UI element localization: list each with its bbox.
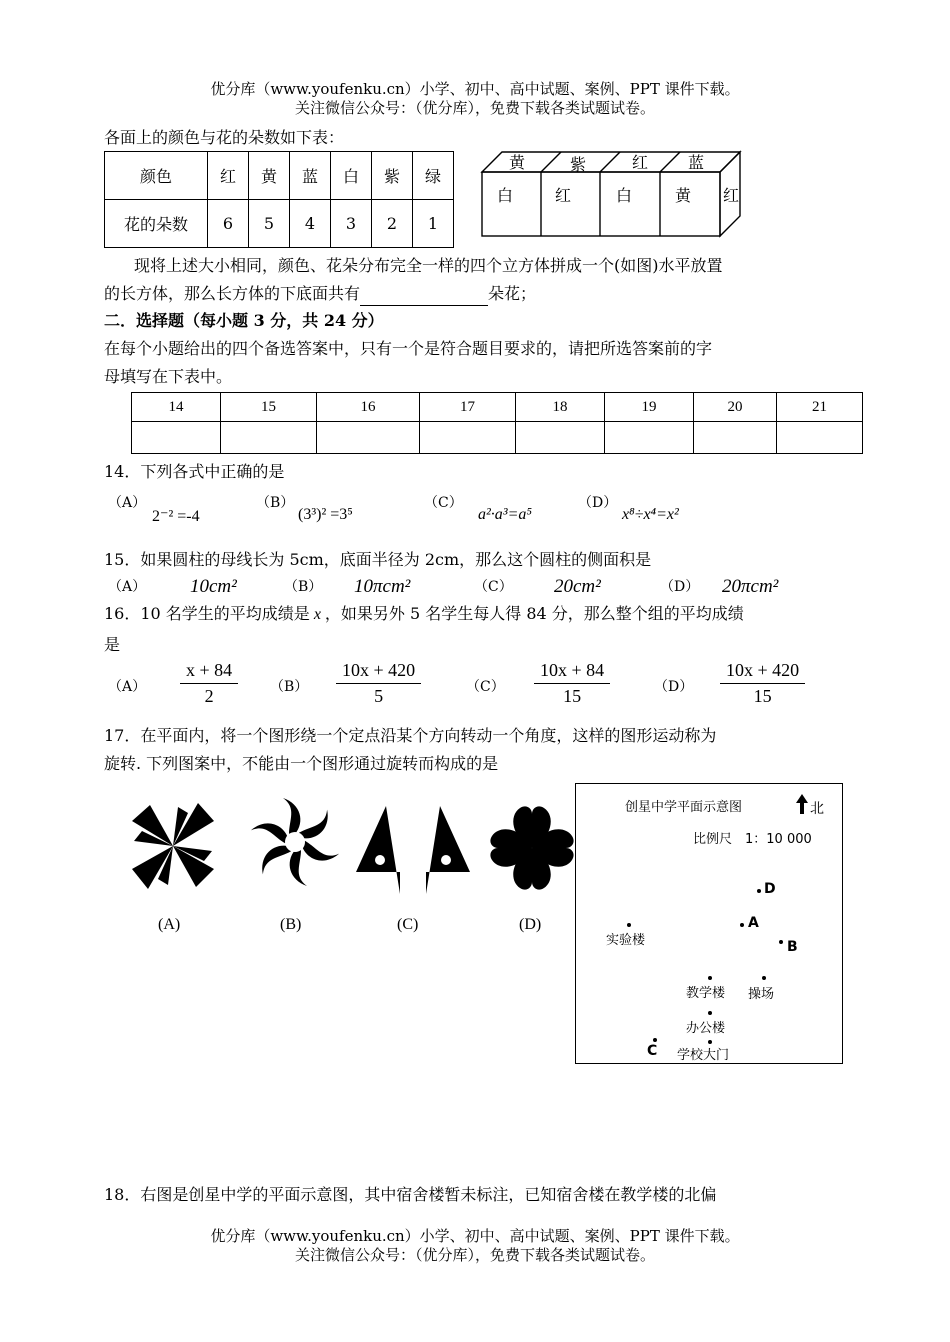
map-dot [740,923,744,927]
q15-option-d-label: （D） [660,579,700,595]
answer-table [131,392,863,454]
count-cell: 6 [208,200,249,248]
q15-option-b-label: （B） [284,579,323,595]
fraction-numerator: x + 84 [180,660,238,684]
section-2-desc-1: 在每个小题给出的四个备选答案中，只有一个是符合题目要求的，请把所选答案前的字 [104,339,713,358]
map-point-b: B [787,939,798,955]
count-cell: 4 [290,200,331,248]
answer-col-header: 14 [132,393,221,422]
answer-cell[interactable] [516,422,605,454]
count-cell: 3 [331,200,372,248]
q13-text-2b: 朵花； [488,284,537,303]
swirl-figure [250,796,340,888]
map-dot [708,1011,712,1015]
cube-front-label: 红 [555,186,572,205]
cube-front-label: 黄 [675,186,692,205]
q16-option-b-fraction [336,660,421,707]
fraction-denominator: 2 [204,686,214,706]
answer-cell[interactable] [317,422,420,454]
section-2-desc-2: 母填写在下表中。 [104,367,233,386]
color-cell: 紫 [372,152,413,200]
q14-option-d-label: （D） [578,495,618,511]
fraction-denominator: 15 [753,686,772,706]
q16-stem-c: 是 [104,635,121,654]
figure-label-d: (D) [519,916,542,933]
cube-front-label: 白 [616,186,633,205]
table-intro: 各面上的颜色与花的朵数如下表： [104,128,345,147]
row-label-color: 颜色 [105,152,208,200]
q16-stem-b: ，如果另外 5 名学生每人得 84 分，那么整个组的平均成绩 [324,604,744,623]
count-cell: 5 [249,200,290,248]
cube-top-label: 紫 [570,155,587,174]
q14-option-d-expr: x⁸÷x⁴=x² [622,506,679,523]
figure-label-c: (C) [397,916,419,933]
section-2-title: 二．选择题（每小题 3 分，共 24 分） [104,311,384,330]
q15-option-a-label: （A） [108,579,147,595]
hearts-figure [486,802,578,892]
fraction-numerator: 10x + 420 [720,660,805,684]
answer-cell[interactable] [221,422,317,454]
answer-col-header: 20 [694,393,777,422]
triangles-figure [356,806,470,894]
count-cell: 2 [372,200,413,248]
map-scale: 比例尺 1：10 000 [693,832,812,847]
answer-cell[interactable] [694,422,777,454]
answer-cell[interactable] [605,422,694,454]
q14-option-a-label: （A） [108,495,147,511]
map-title: 创星中学平面示意图 [625,800,743,815]
map-building-field: 操场 [748,987,775,1002]
q18-text: 18．右图是创星中学的平面示意图，其中宿舍楼暂未标注，已知宿舍楼在教学楼的北偏 [104,1185,717,1204]
color-cell: 白 [331,152,372,200]
answer-col-header: 15 [221,393,317,422]
answer-cell[interactable] [132,422,221,454]
q16-option-a-fraction [180,660,238,707]
map-point-a: A [748,915,759,931]
figure-label-a: (A) [158,916,181,933]
answer-cell[interactable] [420,422,516,454]
answer-col-header: 19 [605,393,694,422]
q17-line-1: 17．在平面内，将一个图形绕一个定点沿某个方向转动一个角度，这样的图形运动称为 [104,726,717,745]
footer-line-2: 关注微信公众号：（优分库），免费下载各类试题试卷。 [294,1246,655,1264]
color-cell: 绿 [413,152,454,200]
answer-col-header: 17 [420,393,516,422]
figure-label-b: (B) [280,916,302,933]
header-line-2: 关注微信公众号：（优分库），免费下载各类试题试卷。 [294,99,655,117]
q16-option-d-label: （D） [654,679,694,695]
q16-stem [104,602,854,627]
fraction-denominator: 15 [563,686,582,706]
q14-option-b-expr: (3³)² =3⁵ [298,506,353,523]
fraction-denominator: 5 [374,686,384,706]
header-line-1: 优分库（www.youfenku.cn）小学、初中、高中试题、案例、PPT 课件下载。 [210,80,740,98]
q13-text-1: 现将上述大小相同，颜色、花朵分布完全一样的四个立方体拼成一个(如图)水平放置 [134,256,723,275]
q13-text-2 [104,282,854,306]
cube-top-label: 黄 [509,153,526,172]
q14-stem: 14．下列各式中正确的是 [104,462,285,481]
map-building-teaching: 教学楼 [686,986,726,1001]
q15-option-c-expr: 20cm² [554,576,601,597]
q14-option-a-expr: 2⁻² =-4 [152,508,200,525]
color-flower-table [104,151,454,248]
q16-option-d-fraction [720,660,805,707]
answer-col-header: 21 [777,393,863,422]
q15-option-b-expr: 10πcm² [354,576,411,597]
cube-top-label: 红 [632,153,649,172]
q14-option-c-label: （C） [424,495,463,511]
cube-front-label: 白 [497,186,514,205]
map-building-gate: 学校大门 [677,1048,730,1063]
q16-var: x [313,606,321,623]
footer-line-1: 优分库（www.youfenku.cn）小学、初中、高中试题、案例、PPT 课件下载。 [210,1227,740,1245]
q14-option-c-expr: a²·a³=a⁵ [478,506,532,523]
q16-option-c-label: （C） [466,679,505,695]
q16-option-c-fraction [534,660,610,707]
q15-option-a-expr: 10cm² [190,576,237,597]
q15-option-d-expr: 20πcm² [722,576,779,597]
q16-option-b-label: （B） [270,679,309,695]
map-point-c: C [647,1043,658,1059]
map-north-label: 北 [810,801,824,817]
q15-stem: 15．如果圆柱的母线长为 5cm，底面半径为 2cm，那么这个圆柱的侧面积是 [104,550,652,569]
answer-col-header: 16 [317,393,420,422]
north-arrow-icon [795,794,809,814]
q15-option-c-label: （C） [474,579,513,595]
pinwheel-figure [132,803,214,889]
q17-line-2: 旋转. 下列图案中，不能由一个图形通过旋转而构成的是 [104,754,499,773]
color-cell: 蓝 [290,152,331,200]
q16-option-a-label: （A） [108,679,147,695]
q13-text-2a: 的长方体，那么长方体的下底面共有 [104,284,361,303]
map-dot [757,889,761,893]
map-building-office: 办公楼 [686,1021,726,1036]
map-dot [627,923,631,927]
answer-col-header: 18 [516,393,605,422]
map-dot [779,940,783,944]
map-point-d: D [764,881,776,897]
map-dot [762,976,766,980]
row-label-count: 花的朵数 [105,200,208,248]
answer-cell[interactable] [777,422,863,454]
fraction-numerator: 10x + 84 [534,660,610,684]
q16-stem-a: 16．10 名学生的平均成绩是 [104,604,310,623]
color-cell: 黄 [249,152,290,200]
map-building-lab: 实验楼 [606,933,646,948]
q14-option-b-label: （B） [256,495,295,511]
cube-top-label: 蓝 [688,153,705,172]
count-cell: 1 [413,200,454,248]
cube-side-label: 红 [723,186,740,205]
color-cell: 红 [208,152,249,200]
fraction-numerator: 10x + 420 [336,660,421,684]
map-dot [653,1038,657,1042]
map-dot [708,976,712,980]
answer-blank [360,287,488,306]
